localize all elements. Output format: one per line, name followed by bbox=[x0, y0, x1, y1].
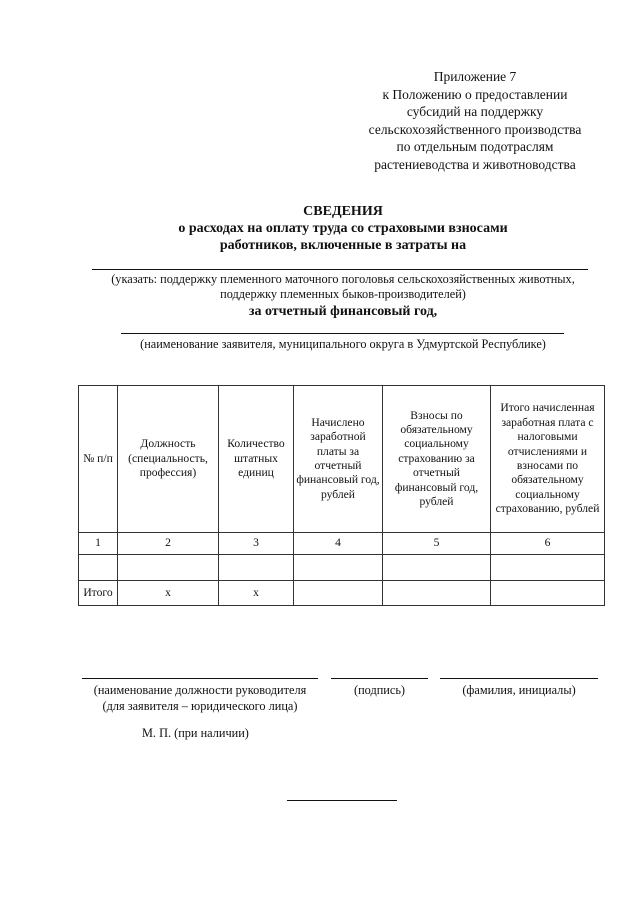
header-cell-insurance: Взносы по обязательному социальному страхованию за отчетный финансовый год, рублей bbox=[383, 386, 491, 533]
total-cell bbox=[383, 581, 491, 606]
document-title bbox=[0, 203, 640, 254]
title-line-2: работников, включенные в затраты на bbox=[219, 238, 467, 253]
column-number: 1 bbox=[79, 533, 118, 555]
footer-line bbox=[287, 800, 397, 801]
table-row bbox=[79, 555, 605, 581]
header-cell-total: Итого начисленная заработная плата с налоговыми отчислениями и взносами по обязательному социальному страхованию, рублей bbox=[491, 386, 605, 533]
total-cell bbox=[294, 581, 383, 606]
column-number: 3 bbox=[219, 533, 294, 555]
table-number-row bbox=[79, 533, 605, 555]
appendix-line: растениеводства и животноводства bbox=[374, 156, 576, 172]
appendix-block bbox=[340, 68, 610, 174]
position-label bbox=[82, 682, 318, 714]
header-cell-number: № п/п bbox=[79, 386, 118, 533]
appendix-line: по отдельным подотраслям bbox=[396, 139, 554, 155]
title-heading: СВЕДЕНИЯ bbox=[303, 204, 383, 219]
table-total-row bbox=[79, 581, 605, 606]
header-cell-position: Должность (специальность, профессия) bbox=[118, 386, 219, 533]
appendix-line: к Положению о предоставлении bbox=[382, 86, 568, 102]
applicant-note: (наименование заявителя, муниципального округа в Удмуртской Республике) bbox=[140, 337, 546, 351]
table-cell bbox=[118, 555, 219, 581]
fill-in-line-support bbox=[92, 269, 588, 270]
position-label-line-1: (наименование должности руководителя bbox=[93, 683, 307, 697]
stamp-place: М. П. (при наличии) bbox=[142, 726, 249, 740]
table-cell bbox=[294, 555, 383, 581]
table-cell bbox=[383, 555, 491, 581]
total-cell: х bbox=[219, 581, 294, 606]
sign-label: (подпись) bbox=[353, 683, 406, 697]
support-note-line-2: поддержку племенных быков-производителей) bbox=[220, 287, 466, 301]
fill-in-line-applicant bbox=[121, 333, 564, 334]
appendix-line: субсидий на поддержку bbox=[406, 104, 544, 120]
name-label: (фамилия, инициалы) bbox=[462, 683, 576, 697]
header-cell-staff-units: Количество штатных единиц bbox=[219, 386, 294, 533]
signature-line-name bbox=[440, 678, 598, 679]
table-header-row bbox=[79, 386, 605, 533]
table-cell bbox=[79, 555, 118, 581]
signature-line-sign bbox=[331, 678, 428, 679]
column-number: 6 bbox=[491, 533, 605, 555]
appendix-line: Приложение 7 bbox=[433, 69, 517, 84]
support-note-line-1: (указать: поддержку племенного маточного поголовья сельскохозяйственных животных, bbox=[111, 272, 575, 286]
column-number: 5 bbox=[383, 533, 491, 555]
position-label-line-2: (для заявителя – юридического лица) bbox=[102, 699, 298, 713]
header-cell-salary: Начислено заработной платы за отчетный финансовый год, рублей bbox=[294, 386, 383, 533]
total-cell: х bbox=[118, 581, 219, 606]
signature-line-position bbox=[82, 678, 318, 679]
column-number: 4 bbox=[294, 533, 383, 555]
period-line: за отчетный финансовый год, bbox=[248, 304, 438, 319]
total-cell bbox=[491, 581, 605, 606]
total-cell: Итого bbox=[79, 581, 118, 606]
column-number: 2 bbox=[118, 533, 219, 555]
support-note bbox=[0, 272, 640, 302]
appendix-line: сельскохозяйственного производства bbox=[368, 121, 582, 137]
table-cell bbox=[219, 555, 294, 581]
table-cell bbox=[491, 555, 605, 581]
title-line-1: о расходах на оплату труда со страховыми взносами bbox=[178, 221, 508, 236]
expenses-table bbox=[78, 385, 605, 606]
